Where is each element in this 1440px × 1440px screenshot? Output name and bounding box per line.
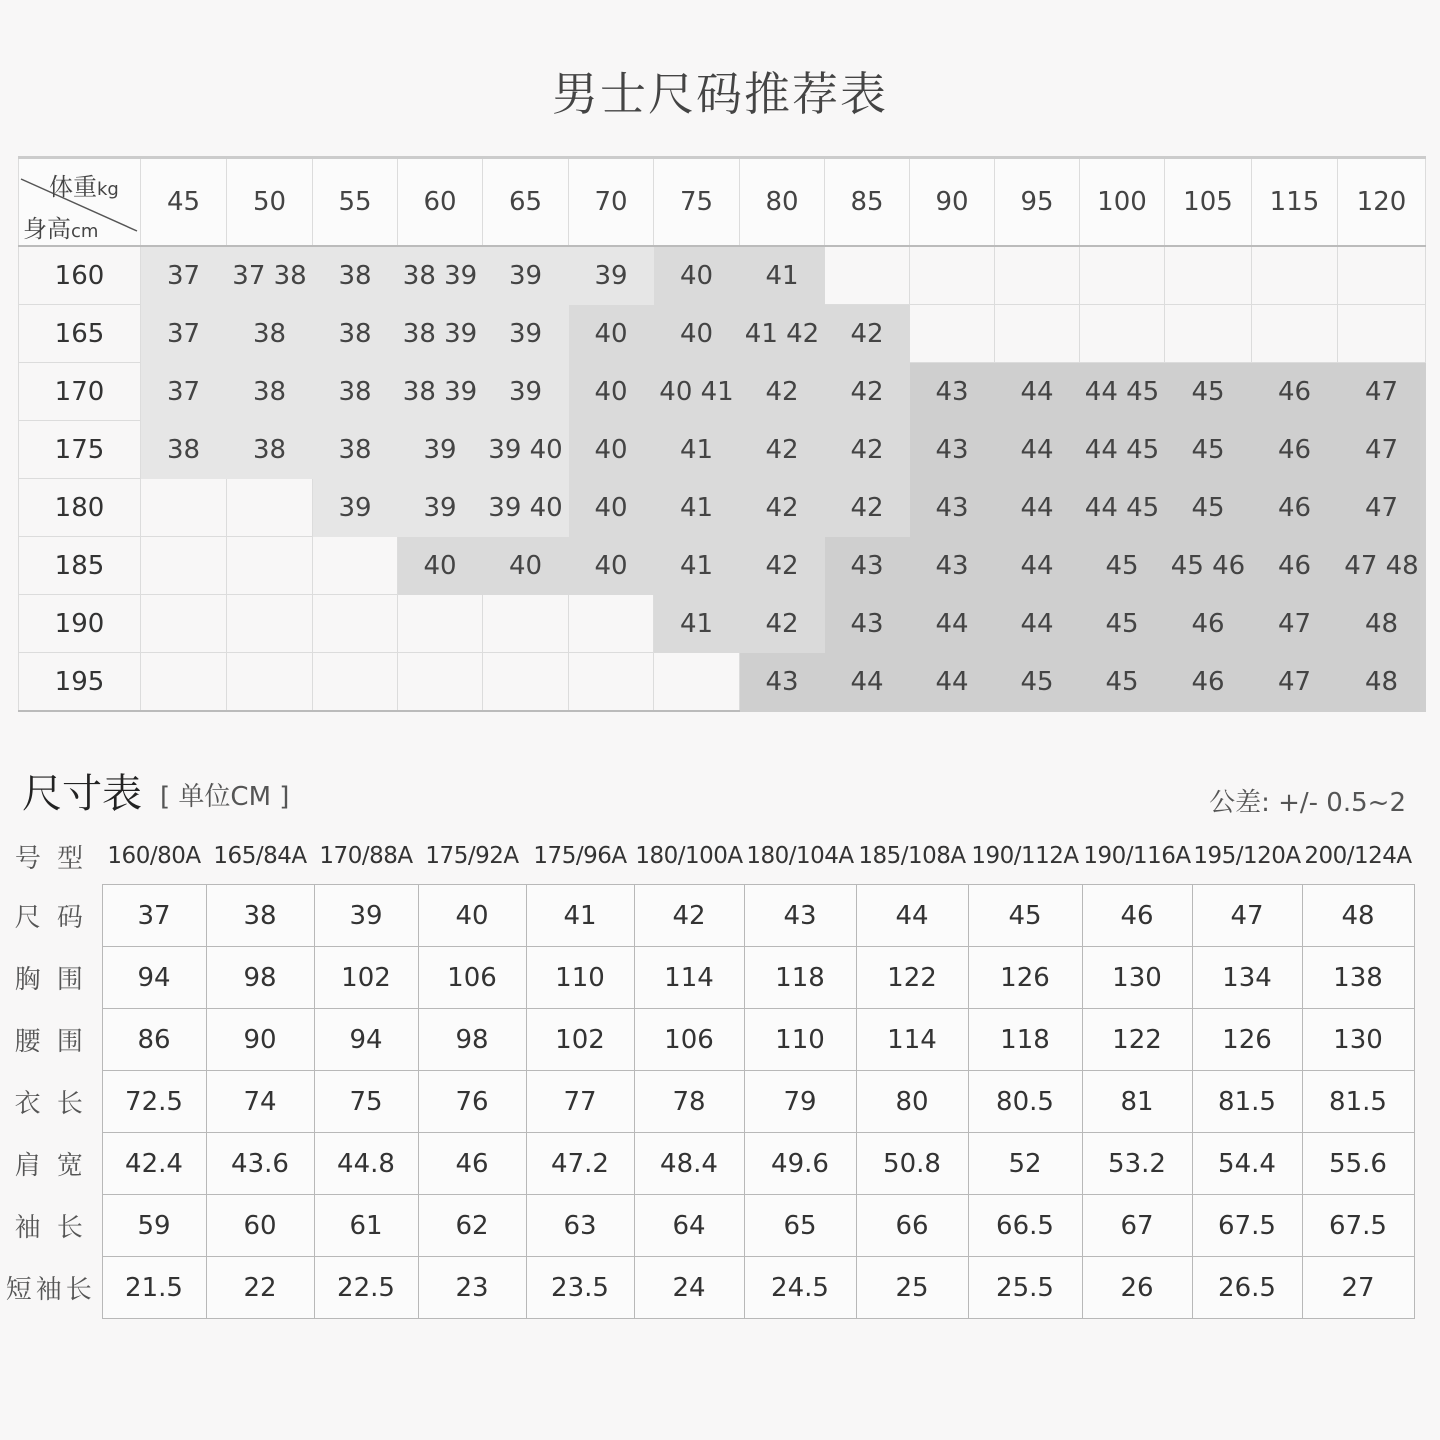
weight-header-cell: 70: [569, 158, 654, 247]
size-cell: [141, 653, 227, 712]
size-cell: 47: [1338, 421, 1426, 479]
size-cell: 41: [654, 537, 740, 595]
measurement-cell: 81: [1082, 1071, 1192, 1133]
measurement-cell: 59: [102, 1195, 206, 1257]
size-cell: 40: [569, 363, 654, 421]
size-cell: 38: [313, 421, 398, 479]
measurement-cell: 64: [634, 1195, 744, 1257]
size-chart-unit: [ 单位CM ]: [160, 782, 290, 812]
measurement-cell: 118: [968, 1009, 1082, 1071]
measurement-cell: 78: [634, 1071, 744, 1133]
size-cell: 39: [483, 363, 569, 421]
size-cell: [483, 653, 569, 712]
size-cell: [654, 653, 740, 712]
size-cell: 41: [740, 246, 825, 305]
measurement-cell: 114: [856, 1009, 968, 1071]
size-cell: [569, 653, 654, 712]
size-cell: 42: [825, 305, 910, 363]
size-cell: 41: [654, 479, 740, 537]
size-cell: [1080, 305, 1165, 363]
measurement-cell: 122: [1082, 1009, 1192, 1071]
size-cell: 43: [825, 537, 910, 595]
size-cell: [1080, 246, 1165, 305]
size-cell: 44: [995, 421, 1080, 479]
size-cell: [313, 537, 398, 595]
measurement-cell: 54.4: [1192, 1133, 1302, 1195]
size-measurement-table: [0, 828, 1415, 1319]
weight-header-cell: 65: [483, 158, 569, 247]
size-cell: [1338, 246, 1426, 305]
measurement-cell: 23: [418, 1257, 526, 1319]
model-header-cell: 180/104A: [746, 843, 854, 869]
height-row-label: 170: [19, 363, 141, 421]
table-row: [19, 537, 1426, 595]
model-header-cell: 180/100A: [635, 843, 743, 869]
size-cell: 43: [910, 421, 995, 479]
measurement-cell: 66: [856, 1195, 968, 1257]
size-cell: [141, 537, 227, 595]
measurement-row-label: 尺 码: [14, 903, 87, 933]
size-cell: 40: [654, 305, 740, 363]
size-cell: 45: [1080, 595, 1165, 653]
size-cell: 40: [483, 537, 569, 595]
model-header-cell: 190/116A: [1083, 843, 1191, 869]
size-cell: [910, 305, 995, 363]
size-cell: [910, 246, 995, 305]
measurement-cell: 118: [744, 947, 856, 1009]
height-axis-label: [23, 209, 98, 244]
size-cell: 44: [995, 363, 1080, 421]
measurement-cell: 50.8: [856, 1133, 968, 1195]
measurement-cell: 48: [1302, 885, 1414, 947]
size-cell: 42: [825, 421, 910, 479]
size-cell: 42: [825, 363, 910, 421]
size-cell: 37 38: [227, 246, 313, 305]
measurement-row-label: 短袖长: [5, 1275, 96, 1305]
height-row-label: 165: [19, 305, 141, 363]
page-title: 男士尺码推荐表: [552, 67, 888, 121]
size-cell: [227, 653, 313, 712]
measurement-cell: 47.2: [526, 1133, 634, 1195]
measurement-cell: 77: [526, 1071, 634, 1133]
measurement-cell: 126: [1192, 1009, 1302, 1071]
measurement-cell: 25: [856, 1257, 968, 1319]
size-cell: 46: [1165, 595, 1252, 653]
measurement-cell: 66.5: [968, 1195, 1082, 1257]
size-cell: [995, 246, 1080, 305]
size-cell: [313, 653, 398, 712]
measurement-cell: 26.5: [1192, 1257, 1302, 1319]
measurement-cell: 24.5: [744, 1257, 856, 1319]
size-cell: [995, 305, 1080, 363]
measurement-cell: 102: [314, 947, 418, 1009]
size-cell: 45: [1080, 653, 1165, 712]
size-cell: 39 40: [483, 479, 569, 537]
measurement-cell: 81.5: [1192, 1071, 1302, 1133]
measurement-row-label: 袖 长: [14, 1213, 87, 1243]
size-cell: 46: [1252, 479, 1338, 537]
measurement-cell: 102: [526, 1009, 634, 1071]
size-cell: 38: [227, 363, 313, 421]
model-header-cell: 185/108A: [858, 843, 966, 869]
size-cell: 43: [910, 479, 995, 537]
size-cell: 40 41: [654, 363, 740, 421]
size-cell: [227, 537, 313, 595]
size-recommendation-table: [18, 156, 1426, 712]
weight-header-cell: 50: [227, 158, 313, 247]
measurement-cell: 37: [102, 885, 206, 947]
table-row: [19, 363, 1426, 421]
measurement-cell: 44.8: [314, 1133, 418, 1195]
measurement-cell: 126: [968, 947, 1082, 1009]
size-cell: 44 45: [1080, 363, 1165, 421]
size-cell: 40: [398, 537, 483, 595]
measurement-cell: 41: [526, 885, 634, 947]
size-cell: 40: [569, 305, 654, 363]
size-cell: 38: [313, 363, 398, 421]
size-cell: 46: [1252, 537, 1338, 595]
size-cell: 38 39: [398, 305, 483, 363]
size-cell: [398, 653, 483, 712]
table-row: [0, 1133, 1414, 1195]
weight-header-cell: 75: [654, 158, 740, 247]
measurement-cell: 74: [206, 1071, 314, 1133]
size-cell: 40: [569, 421, 654, 479]
weight-header-cell: 90: [910, 158, 995, 247]
measurement-row-label: 腰 围: [14, 1027, 87, 1057]
measurement-cell: 138: [1302, 947, 1414, 1009]
size-cell: 47: [1252, 653, 1338, 712]
measurement-cell: 23.5: [526, 1257, 634, 1319]
size-cell: 43: [825, 595, 910, 653]
size-cell: [483, 595, 569, 653]
measurement-cell: 52: [968, 1133, 1082, 1195]
weight-header-cell: 120: [1338, 158, 1426, 247]
size-cell: 43: [910, 363, 995, 421]
size-cell: [1252, 305, 1338, 363]
size-cell: [313, 595, 398, 653]
size-cell: [227, 479, 313, 537]
model-header-cell: 165/84A: [213, 843, 307, 869]
model-header-cell: 175/96A: [533, 843, 627, 869]
measurement-cell: 94: [102, 947, 206, 1009]
size-cell: 37: [141, 246, 227, 305]
size-cell: 45: [1165, 363, 1252, 421]
table-row: [0, 1195, 1414, 1257]
measurement-cell: 44: [856, 885, 968, 947]
size-cell: 44 45: [1080, 421, 1165, 479]
model-header-label: 号 型: [14, 843, 88, 874]
size-cell: 39: [483, 246, 569, 305]
size-cell: 45: [1165, 421, 1252, 479]
size-cell: 41 42: [740, 305, 825, 363]
size-cell: [1165, 246, 1252, 305]
weight-header-cell: 105: [1165, 158, 1252, 247]
measurement-cell: 67.5: [1302, 1195, 1414, 1257]
measurement-cell: 75: [314, 1071, 418, 1133]
size-cell: 39 40: [483, 421, 569, 479]
weight-header-cell: 95: [995, 158, 1080, 247]
size-cell: 38: [141, 421, 227, 479]
measurement-cell: 134: [1192, 947, 1302, 1009]
size-cell: 39: [483, 305, 569, 363]
measurement-cell: 25.5: [968, 1257, 1082, 1319]
measurement-cell: 61: [314, 1195, 418, 1257]
weight-header-cell: 115: [1252, 158, 1338, 247]
table-corner-header: [19, 158, 141, 247]
table-row: [0, 947, 1414, 1009]
size-cell: 46: [1252, 421, 1338, 479]
measurement-cell: 43.6: [206, 1133, 314, 1195]
measurement-cell: 39: [314, 885, 418, 947]
size-cell: 45 46: [1165, 537, 1252, 595]
measurement-cell: 114: [634, 947, 744, 1009]
measurement-cell: 86: [102, 1009, 206, 1071]
measurement-cell: 80: [856, 1071, 968, 1133]
size-cell: 40: [654, 246, 740, 305]
table-row: [19, 305, 1426, 363]
size-cell: 42: [825, 479, 910, 537]
size-cell: 42: [740, 595, 825, 653]
measurement-cell: 22: [206, 1257, 314, 1319]
model-header-cell: 160/80A: [107, 843, 201, 869]
table-row: [19, 421, 1426, 479]
weight-header-cell: 55: [313, 158, 398, 247]
size-cell: 46: [1252, 363, 1338, 421]
size-cell: [825, 246, 910, 305]
size-cell: 42: [740, 537, 825, 595]
measurement-cell: 65: [744, 1195, 856, 1257]
height-row-label: 190: [19, 595, 141, 653]
size-cell: [1338, 305, 1426, 363]
measurement-cell: 49.6: [744, 1133, 856, 1195]
measurement-cell: 22.5: [314, 1257, 418, 1319]
size-cell: 38: [313, 305, 398, 363]
size-cell: [1165, 305, 1252, 363]
size-cell: 44: [825, 653, 910, 712]
size-cell: 44: [995, 595, 1080, 653]
measurement-cell: 90: [206, 1009, 314, 1071]
size-cell: 48: [1338, 595, 1426, 653]
measurement-cell: 43: [744, 885, 856, 947]
size-cell: 44: [995, 537, 1080, 595]
size-cell: 44 45: [1080, 479, 1165, 537]
height-row-label: 175: [19, 421, 141, 479]
measurement-cell: 67.5: [1192, 1195, 1302, 1257]
height-row-label: 185: [19, 537, 141, 595]
size-cell: 45: [1080, 537, 1165, 595]
measurement-cell: 63: [526, 1195, 634, 1257]
size-cell: 42: [740, 421, 825, 479]
measurement-cell: 79: [744, 1071, 856, 1133]
measurement-cell: 110: [744, 1009, 856, 1071]
model-header-cell: 175/92A: [425, 843, 519, 869]
size-cell: 40: [569, 537, 654, 595]
measurement-cell: 110: [526, 947, 634, 1009]
measurement-cell: 67: [1082, 1195, 1192, 1257]
table-row: [19, 479, 1426, 537]
measurement-cell: 53.2: [1082, 1133, 1192, 1195]
weight-header-cell: 80: [740, 158, 825, 247]
height-unit-text: cm: [71, 221, 99, 242]
height-row-label: 160: [19, 246, 141, 305]
table-row: [19, 595, 1426, 653]
size-cell: 46: [1165, 653, 1252, 712]
measurement-cell: 80.5: [968, 1071, 1082, 1133]
size-cell: 39: [569, 246, 654, 305]
weight-header-cell: 85: [825, 158, 910, 247]
size-cell: 48: [1338, 653, 1426, 712]
size-cell: 38: [313, 246, 398, 305]
table-row: [0, 1257, 1414, 1319]
size-cell: 43: [740, 653, 825, 712]
measurement-row-label: 肩 宽: [14, 1151, 87, 1181]
size-cell: [141, 479, 227, 537]
size-cell: 44: [910, 595, 995, 653]
measurement-cell: 47: [1192, 885, 1302, 947]
size-cell: 37: [141, 363, 227, 421]
size-cell: 42: [740, 363, 825, 421]
measurement-cell: 48.4: [634, 1133, 744, 1195]
weight-header-cell: 100: [1080, 158, 1165, 247]
measurement-cell: 38: [206, 885, 314, 947]
table-row: [0, 1009, 1414, 1071]
measurement-cell: 60: [206, 1195, 314, 1257]
size-cell: 47: [1338, 363, 1426, 421]
size-cell: 44: [910, 653, 995, 712]
model-header-cell: 170/88A: [319, 843, 413, 869]
size-cell: 41: [654, 595, 740, 653]
size-cell: [398, 595, 483, 653]
measurement-cell: 26: [1082, 1257, 1192, 1319]
size-cell: 45: [995, 653, 1080, 712]
measurement-cell: 106: [418, 947, 526, 1009]
measurement-cell: 98: [206, 947, 314, 1009]
height-row-label: 180: [19, 479, 141, 537]
size-cell: 47: [1252, 595, 1338, 653]
measurement-row-label: 胸 围: [14, 965, 87, 995]
size-cell: 43: [910, 537, 995, 595]
size-chart-title: 尺寸表: [22, 771, 142, 817]
size-cell: [569, 595, 654, 653]
size-cell: 37: [141, 305, 227, 363]
size-cell: 45: [1165, 479, 1252, 537]
measurement-cell: 40: [418, 885, 526, 947]
measurement-cell: 62: [418, 1195, 526, 1257]
weight-header-cell: 45: [141, 158, 227, 247]
weight-label-text: 体重: [49, 173, 97, 201]
weight-header-cell: 60: [398, 158, 483, 247]
measurement-cell: 130: [1082, 947, 1192, 1009]
measurement-cell: 106: [634, 1009, 744, 1071]
size-cell: 39: [313, 479, 398, 537]
size-cell: 47: [1338, 479, 1426, 537]
height-label-text: 身高: [23, 215, 71, 243]
measurement-row-label: 衣 长: [14, 1089, 87, 1119]
measurement-cell: 72.5: [102, 1071, 206, 1133]
measurement-cell: 122: [856, 947, 968, 1009]
measurement-cell: 130: [1302, 1009, 1414, 1071]
size-cell: [1252, 246, 1338, 305]
size-cell: 41: [654, 421, 740, 479]
tolerance-note: 公差: +/- 0.5~2: [1209, 788, 1406, 818]
size-cell: 38: [227, 305, 313, 363]
weight-unit-text: kg: [97, 179, 119, 200]
size-cell: [141, 595, 227, 653]
size-cell: 47 48: [1338, 537, 1426, 595]
table-row: [0, 1071, 1414, 1133]
measurement-cell: 46: [418, 1133, 526, 1195]
measurement-cell: 21.5: [102, 1257, 206, 1319]
measurement-cell: 45: [968, 885, 1082, 947]
size-cell: 39: [398, 421, 483, 479]
measurement-cell: 76: [418, 1071, 526, 1133]
size-cell: 38 39: [398, 363, 483, 421]
model-header-cell: 195/120A: [1193, 843, 1301, 869]
model-header-cell: 190/112A: [971, 843, 1079, 869]
weight-axis-label: [49, 167, 119, 202]
size-cell: 39: [398, 479, 483, 537]
table-row: [0, 885, 1414, 947]
size-cell: 42: [740, 479, 825, 537]
measurement-cell: 42: [634, 885, 744, 947]
measurement-cell: 24: [634, 1257, 744, 1319]
table-row: [19, 246, 1426, 305]
size-cell: 44: [995, 479, 1080, 537]
height-row-label: 195: [19, 653, 141, 712]
measurement-cell: 98: [418, 1009, 526, 1071]
model-header-cell: 200/124A: [1304, 843, 1412, 869]
measurement-cell: 81.5: [1302, 1071, 1414, 1133]
measurement-cell: 42.4: [102, 1133, 206, 1195]
measurement-cell: 55.6: [1302, 1133, 1414, 1195]
table-row: [19, 653, 1426, 712]
measurement-cell: 27: [1302, 1257, 1414, 1319]
size-cell: 40: [569, 479, 654, 537]
measurement-cell: 94: [314, 1009, 418, 1071]
measurement-cell: 46: [1082, 885, 1192, 947]
size-cell: [227, 595, 313, 653]
size-cell: 38: [227, 421, 313, 479]
size-cell: 38 39: [398, 246, 483, 305]
